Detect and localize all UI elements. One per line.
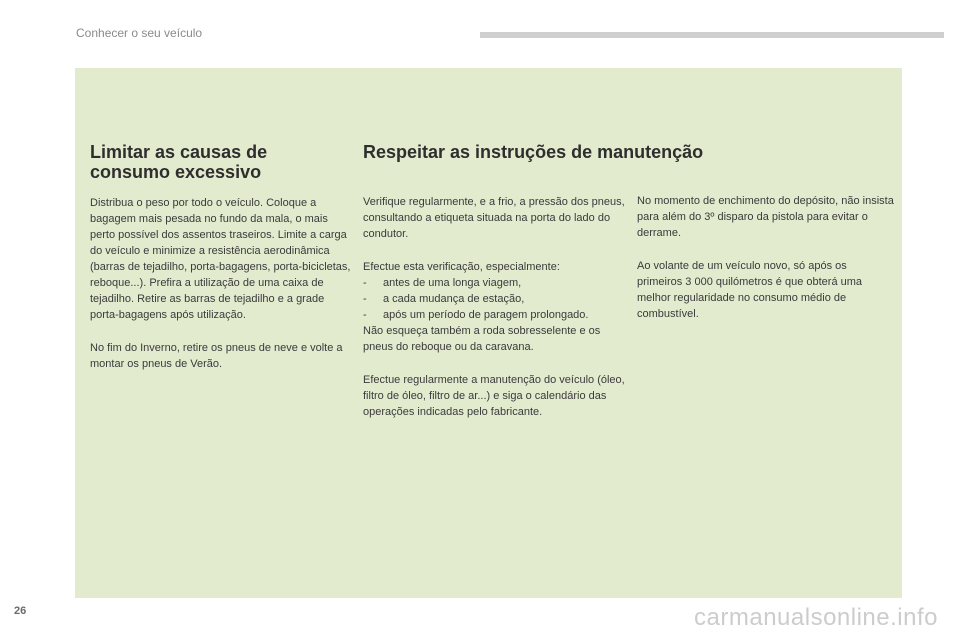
right-paragraph-2: Ao volante de um veículo novo, só após os primeiros 3 000 quilómetros é que obterá uma melhor regularidade no consumo médio de combustível.	[637, 260, 863, 320]
list-item: - após um período de paragem prolongado.	[363, 307, 625, 323]
column-right	[637, 193, 895, 339]
list-item: - antes de uma longa viagem,	[363, 275, 625, 291]
middle-paragraph-1: Verifique regularmente, e a frio, a pressão dos pneus, consultando a etiqueta situada na porta do lado do condutor.	[363, 196, 625, 240]
column-left	[90, 142, 352, 389]
middle-paragraph-3: Efectue regularmente a manutenção do veículo (óleo, filtro de óleo, filtro de ar...) e siga o calendário das operações indicadas pelo fabricante.	[363, 374, 625, 418]
list-item: - a cada mudança de estação,	[363, 291, 625, 307]
header-bar	[480, 32, 944, 38]
left-paragraph-2: No fim do Inverno, retire os pneus de neve e volte a montar os pneus de Verão.	[90, 342, 343, 370]
section-title: Conhecer o seu veículo	[76, 26, 203, 40]
middle-paragraph-2	[363, 259, 625, 355]
left-paragraph-1: Distribua o peso por todo o veículo. Coloque a bagagem mais pesada no fundo da mala, o mais perto possível dos assentos traseiros. Limite a carga do veículo e minimize a resistência aerodinâmica (barras de tejadilho, porta-bagagens, porta-bicicletas, reboque...). Prefira a utilização de uma caixa de tejadilho. Retire as barras de tejadilho e a grade porta-bagagens após utilização.	[90, 197, 351, 321]
watermark: carmanualsonline.info	[694, 604, 938, 631]
left-heading-line1: Limitar as causas de	[90, 142, 268, 162]
left-heading-line2: consumo excessivo	[90, 162, 262, 182]
column-middle	[363, 142, 704, 437]
middle-checklist	[363, 275, 625, 323]
middle-heading: Respeitar as instruções de manutenção	[363, 142, 704, 162]
page-number: 26	[14, 605, 27, 617]
middle-paragraph-2-intro: Efectue esta verificação, especialmente:	[363, 261, 560, 273]
right-paragraph-1: No momento de enchimento do depósito, não insista para além do 3º disparo da pistola para evitar o derrame.	[637, 195, 894, 239]
middle-paragraph-2-outro: Não esqueça também a roda sobresselente e os pneus do reboque ou da caravana.	[363, 325, 601, 353]
left-heading	[90, 142, 352, 182]
